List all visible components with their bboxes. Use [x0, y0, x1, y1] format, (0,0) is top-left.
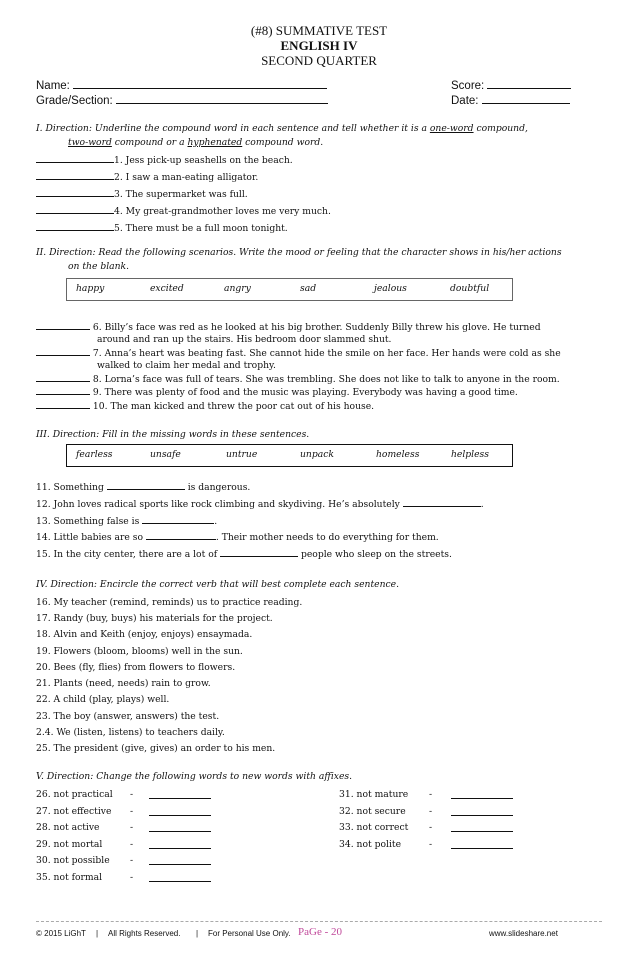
item-3: 3. The supermarket was full. — [36, 187, 248, 201]
part2-direction: II. Direction: Read the following scenarios. Write the mood or feeling that the character shows in his/her actions on the blank. — [36, 247, 562, 272]
choice-homeless: homeless — [376, 449, 420, 460]
item-6: 6. Billy’s face was red as he looked at his big brother. Suddenly Billy threw his glove. He turned — [36, 320, 541, 334]
answer-blank[interactable] — [149, 838, 211, 849]
item-25: 25. The president (give, gives) an order to his men. — [36, 743, 276, 754]
dash: - — [429, 839, 433, 850]
choice-doubtful: doubtful — [450, 283, 490, 294]
choice-untrue: untrue — [226, 449, 258, 460]
item-7-cont: walked to claim her medal and trophy. — [97, 360, 276, 371]
answer-blank[interactable] — [149, 854, 211, 865]
answer-blank[interactable] — [149, 871, 211, 882]
part1-direction: I. Direction: Underline the compound word in each sentence and tell whether it is a one-word compound, two-word compound or a hyphenated compound word. — [36, 123, 528, 148]
item-13: 13. Something false is . — [36, 516, 218, 527]
part5-direction: V. Direction: Change the following words to new words with affixes. — [36, 771, 353, 782]
grade-section-field — [36, 92, 328, 108]
choice-angry: angry — [224, 283, 251, 294]
footer-divider — [36, 921, 602, 922]
answer-blank[interactable] — [451, 788, 513, 799]
footer-copyright: © 2015 LiGhT — [36, 929, 86, 938]
choice-happy: happy — [76, 283, 105, 294]
answer-blank[interactable] — [451, 821, 513, 832]
item-35: 35. not formal — [36, 872, 103, 883]
item-27: 27. not effective — [36, 806, 112, 817]
answer-blank[interactable] — [451, 805, 513, 816]
answer-blank[interactable] — [36, 399, 90, 409]
item-26: 26. not practical — [36, 789, 113, 800]
item-28: 28. not active — [36, 822, 100, 833]
choice-sad: sad — [300, 283, 317, 294]
footer-rights: All Rights Reserved. — [108, 929, 181, 938]
item-30: 30. not possible — [36, 855, 110, 866]
name-blank[interactable] — [73, 77, 327, 89]
choice-unsafe: unsafe — [150, 449, 181, 460]
part4-direction: IV. Direction: Encircle the correct verb that will best complete each sentence. — [36, 579, 400, 590]
quarter-title: SECOND QUARTER — [261, 53, 377, 68]
name-label: Name: — [36, 80, 70, 92]
date-blank[interactable] — [482, 92, 570, 104]
choice-excited: excited — [150, 283, 184, 294]
item-29: 29. not mortal — [36, 839, 103, 850]
item-31: 31. not mature — [339, 789, 409, 800]
answer-blank[interactable] — [36, 372, 90, 382]
dash: - — [429, 806, 433, 817]
item-7: 7. Anna’s heart was beating fast. She cannot hide the smile on her face. Her hands were cold as she — [36, 346, 561, 360]
item-18: 18. Alvin and Keith (enjoy, enjoys) ensaymada. — [36, 629, 253, 640]
answer-blank[interactable] — [451, 838, 513, 849]
item-24: 2.4. We (listen, listens) to teachers daily. — [36, 727, 225, 738]
item-19: 19. Flowers (bloom, blooms) well in the sun. — [36, 646, 243, 657]
footer-site[interactable]: www.slideshare.net — [489, 929, 558, 938]
dash: - — [429, 822, 433, 833]
dash: - — [130, 789, 134, 800]
dash: - — [130, 872, 134, 883]
dash: - — [130, 839, 134, 850]
page-number: PaGe - 20 — [298, 926, 342, 938]
answer-blank[interactable] — [146, 530, 216, 540]
grade-label: Grade/Section: — [36, 95, 113, 107]
item-33: 33. not correct — [339, 822, 409, 833]
item-32: 32. not secure — [339, 806, 406, 817]
answer-blank[interactable] — [36, 153, 114, 163]
answer-blank[interactable] — [36, 187, 114, 197]
item-2: 2. I saw a man-eating alligator. — [36, 170, 258, 184]
mood-choices-box — [66, 278, 513, 301]
dash: - — [429, 789, 433, 800]
item-6-cont: around and ran up the stairs. His bedroom door slammed shut. — [97, 334, 392, 345]
item-1: 1. Jess pick-up seashells on the beach. — [36, 153, 293, 167]
answer-blank[interactable] — [149, 805, 211, 816]
score-label: Score: — [451, 80, 485, 92]
test-number-title: (#8) SUMMATIVE TEST — [250, 23, 388, 38]
item-22: 22. A child (play, plays) well. — [36, 694, 170, 705]
answer-blank[interactable] — [220, 547, 298, 557]
answer-blank[interactable] — [142, 514, 214, 524]
name-field — [36, 77, 327, 93]
grade-blank[interactable] — [116, 92, 328, 104]
part3-direction: III. Direction: Fill in the missing words in these sentences. — [36, 429, 310, 440]
choice-unpack: unpack — [300, 449, 334, 460]
item-9: 9. There was plenty of food and the music was playing. Everybody was having a good time. — [36, 385, 518, 399]
item-12: 12. John loves radical sports like rock climbing and skydiving. He’s absolutely . — [36, 499, 484, 510]
answer-blank[interactable] — [36, 346, 90, 356]
dash: - — [130, 822, 134, 833]
choice-jealous: jealous — [374, 283, 407, 294]
item-10: 10. The man kicked and threw the poor cat out of his house. — [36, 399, 374, 413]
choice-fearless: fearless — [76, 449, 113, 460]
dash: - — [130, 806, 134, 817]
answer-blank[interactable] — [107, 480, 185, 490]
footer-personal: For Personal Use Only. — [208, 929, 291, 938]
item-16: 16. My teacher (remind, reminds) us to practice reading. — [36, 597, 303, 608]
item-8: 8. Lorna’s face was full of tears. She was trembling. She does not like to talk to anyone in the room. — [36, 372, 560, 386]
answer-blank[interactable] — [36, 385, 90, 395]
score-field — [451, 77, 571, 93]
item-15: 15. In the city center, there are a lot of people who sleep on the streets. — [36, 549, 452, 560]
item-23: 23. The boy (answer, answers) the test. — [36, 711, 220, 722]
footer-sep: | — [196, 929, 199, 938]
answer-blank[interactable] — [36, 170, 114, 180]
answer-blank[interactable] — [36, 204, 114, 214]
item-34: 34. not polite — [339, 839, 402, 850]
item-17: 17. Randy (buy, buys) his materials for the project. — [36, 613, 273, 624]
item-5: 5. There must be a full moon tonight. — [36, 221, 288, 235]
item-14: 14. Little babies are so . Their mother needs to do everything for them. — [36, 532, 439, 543]
dash: - — [130, 855, 134, 866]
answer-blank[interactable] — [36, 320, 90, 330]
answer-blank[interactable] — [149, 821, 211, 832]
item-20: 20. Bees (fly, flies) from flowers to flowers. — [36, 662, 236, 673]
subject-title: ENGLISH IV — [280, 38, 358, 53]
date-field — [451, 92, 570, 108]
choice-helpless: helpless — [451, 449, 489, 460]
footer-sep: | — [96, 929, 99, 938]
item-4: 4. My great-grandmother loves me very much. — [36, 204, 331, 218]
answer-blank[interactable] — [36, 221, 114, 231]
word-choices-box — [66, 444, 513, 467]
item-11: 11. Something is dangerous. — [36, 482, 251, 493]
score-blank[interactable] — [487, 77, 571, 89]
date-label: Date: — [451, 95, 479, 107]
answer-blank[interactable] — [149, 788, 211, 799]
item-21: 21. Plants (need, needs) rain to grow. — [36, 678, 211, 689]
answer-blank[interactable] — [403, 497, 481, 507]
